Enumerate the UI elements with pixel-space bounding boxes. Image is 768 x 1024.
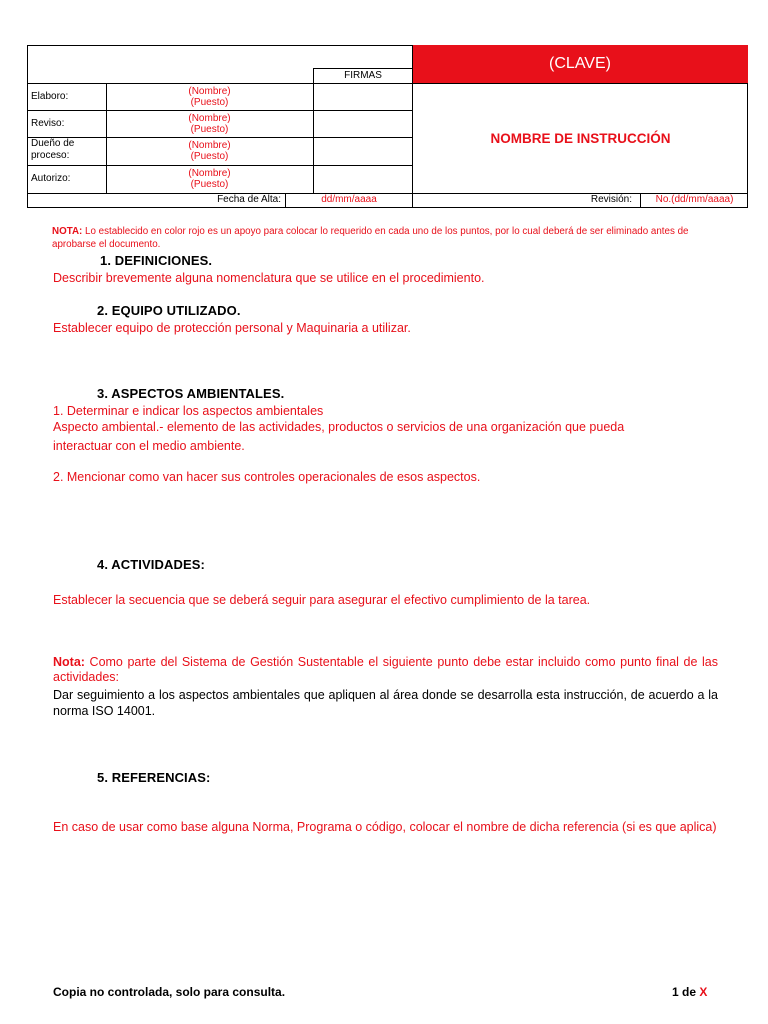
section-title-aspectos: 3. ASPECTOS AMBIENTALES. <box>97 386 285 401</box>
signer-name: (Nombre) <box>188 168 231 179</box>
nota-paragraph <box>53 655 718 685</box>
section-text: Establecer la secuencia que se deberá seguir para asegurar el efectivo cumplimiento de la tarea. <box>53 593 591 607</box>
signer-position: (Puesto) <box>190 96 229 108</box>
signer-cell <box>106 165 313 193</box>
revision-label: Revisión: <box>412 193 640 208</box>
row-label: Reviso: <box>31 117 65 129</box>
footer-disclaimer: Copia no controlada, solo para consulta. <box>53 985 286 999</box>
signer-position: (Puesto) <box>190 179 229 190</box>
signer-name: (Nombre) <box>188 85 231 97</box>
row-label-line: Dueño de <box>31 138 75 149</box>
note <box>52 225 722 251</box>
page-number <box>672 985 707 999</box>
note-label: NOTA: <box>52 226 83 237</box>
section-text: Aspecto ambiental.- elemento de las actividades, productos o servicios de una organización que pueda <box>53 420 625 434</box>
signer-name: (Nombre) <box>188 140 231 151</box>
section-title-referencias: 5. REFERENCIAS: <box>97 770 211 785</box>
page-total: X <box>699 985 708 999</box>
section-text: En caso de usar como base alguna Norma, Programa o código, colocar el nombre de dicha referencia (si es que aplica) <box>53 820 717 834</box>
row-label <box>27 137 106 165</box>
section-title-equipo: 2. EQUIPO UTILIZADO. <box>97 303 241 318</box>
firmas-label: FIRMAS <box>313 68 412 83</box>
fecha-label: Fecha de Alta: <box>217 194 281 205</box>
section-text: Establecer equipo de protección personal y Maquinaria a utilizar. <box>53 321 411 335</box>
signer-position: (Puesto) <box>190 151 229 162</box>
section-text: 2. Mencionar como van hacer sus controles operacionales de esos aspectos. <box>53 470 481 484</box>
nota-text: Como parte del Sistema de Gestión Sustentable el siguiente punto debe estar incluido como punto final de las actividades: <box>53 655 718 684</box>
note-text: Lo establecido en color rojo es un apoyo para colocar lo requerido en cada uno de los puntos, por lo cual deberá de ser eliminado antes de aprobarse el documento. <box>52 226 689 250</box>
section-title-actividades: 4. ACTIVIDADES: <box>97 557 205 572</box>
signer-position: (Puesto) <box>190 123 229 135</box>
row-label: Autorizo: <box>31 173 71 184</box>
nota-black-text: Dar seguimiento a los aspectos ambientales que apliquen al área donde se desarrolla esta instrucción, de acuerdo a la norma ISO 14001. <box>53 688 718 718</box>
fecha-value: dd/mm/aaaa <box>285 193 412 208</box>
section-title-definiciones: 1. DEFINICIONES. <box>100 253 213 268</box>
row-label-line: proceso: <box>31 150 70 161</box>
signer-name: (Nombre) <box>188 112 231 124</box>
nota-label: Nota: <box>53 655 85 669</box>
section-text: Describir brevemente alguna nomenclatura que se utilice en el procedimiento. <box>53 271 485 285</box>
row-label: Elaboro: <box>31 90 69 102</box>
signer-cell <box>106 110 313 137</box>
instruction-name: NOMBRE DE INSTRUCCIÓN <box>490 130 671 146</box>
section-text: interactuar con el medio ambiente. <box>53 439 245 453</box>
header-table <box>27 45 748 208</box>
page-prefix: 1 de <box>672 985 700 999</box>
revision-value: No.(dd/mm/aaaa) <box>640 193 748 208</box>
clave-banner: (CLAVE) <box>412 45 748 83</box>
section-text: 1. Determinar e indicar los aspectos ambientales <box>53 404 324 418</box>
divider <box>313 83 314 193</box>
signer-cell <box>106 137 313 165</box>
signer-cell <box>106 83 313 110</box>
